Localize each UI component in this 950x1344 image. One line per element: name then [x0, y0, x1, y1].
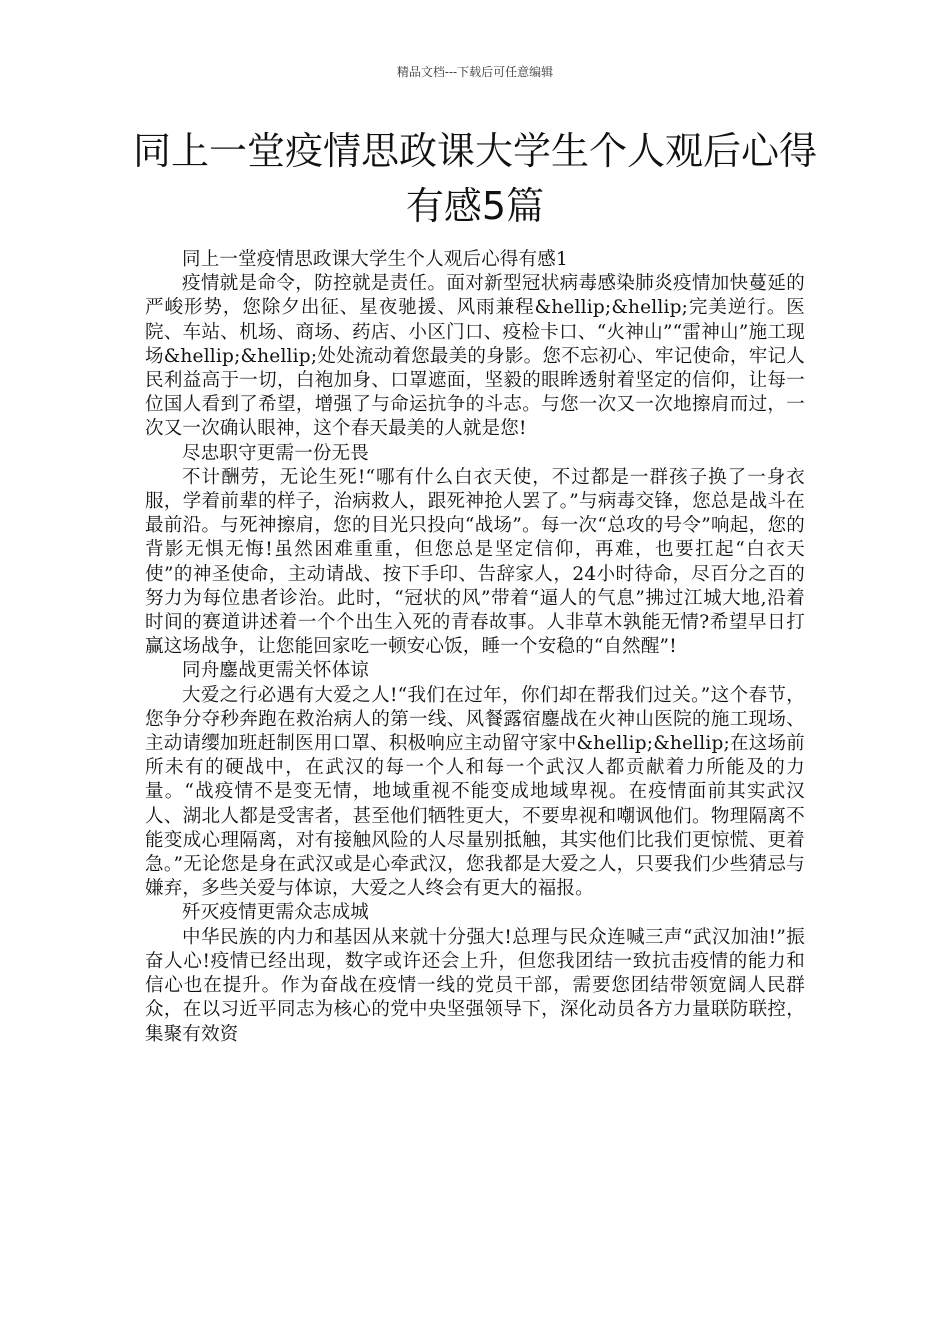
section-heading: 同上一堂疫情思政课大学生个人观后心得有感1	[182, 249, 568, 270]
document-title: 同上一堂疫情思政课大学生个人观后心得有感5篇	[132, 129, 817, 228]
body-paragraph: 疫情就是命令，防控就是责任。面对新型冠状病毒感染肺炎疫情加快蔓延的严峻形势，您除夕出征、星夜驰援、风雨兼程&hellip;&hellip;完美逆行。医院、车站、机场、商场、药店、小区门口、疫检卡口、“火神山”“雷神山”施工现场&hellip;&hellip;处处流动着您最美的身影。您不忘初心、牢记使命，牢记人民利益高于一切，白袍加身、口罩遮面，坚毅的眼眸透射着坚定的信仰，让每一位国人看到了希望，增强了与命运抗争的斗志。与您一次又一次地擦肩而过，一次又一次确认眼神，这个春天最美的人就是您!	[145, 273, 805, 440]
page-header-watermark: 精品文档---下载后可任意编辑	[396, 65, 554, 79]
section-heading: 同舟鏖战更需关怀体谅	[182, 660, 370, 682]
section-heading: 歼灭疫情更需众志成城	[182, 902, 370, 924]
section-heading: 尽忠职守更需一份无畏	[182, 442, 370, 464]
document-body	[145, 248, 805, 1047]
body-paragraph: 不计酬劳，无论生死!“哪有什么白衣天使，不过都是一群孩子换了一身衣服，学着前辈的样子，治病救人，跟死神抢人罢了。”与病毒交锋，您总是战斗在最前沿。与死神擦肩，您的目光只投向“战场”。每一次“总攻的号令”响起，您的背影无惧无悔!虽然困难重重，但您总是坚定信仰，再难，也要扛起“白衣天使”的神圣使命，主动请战、按下手印、告辞家人，24小时待命，尽百分之百的努力为每位患者诊治。此时，“冠状的风”带着“逼人的气息”拂过江城大地,沿着时间的赛道讲述着一个个出生入死的青春故事。人非草木孰能无情?希望早日打赢这场战争，让您能回家吃一顿安心饭，睡一个安稳的“自然醒”!	[145, 466, 805, 658]
body-paragraph: 中华民族的内力和基因从来就十分强大!总理与民众连喊三声“武汉加油!”振奋人心!疫情已经出现，数字或许还会上升，但您我团结一致抗击疫情的能力和信心也在提升。作为奋战在疫情一线的党员干部，需要您团结带领宽阔人民群众，在以习近平同志为核心的党中央坚强领导下，深化动员各方力量联防联控，集聚有效资	[145, 926, 805, 1045]
body-paragraph: 大爱之行必遇有大爱之人!“我们在过年，你们却在帮我们过关。”这个春节，您争分夺秒奔跑在救治病人的第一线、风餐露宿鏖战在火神山医院的施工现场、主动请缨加班赶制医用口罩、积极响应主动留守家中&hellip;&hellip;在这场前所未有的硬战中，在武汉的每一个人和每一个武汉人都贡献着力所能及的力量。“战疫情不是变无情，地域重视不能变成地域卑视。在疫情面前其实武汉人、湖北人都是受害者，甚至他们牺牲更大，不要卑视和嘲讽他们。物理隔离不能变成心理隔离，对有接触风险的人尽量别抵触，其实他们比我们更惊慌、更着急。”无论您是身在武汉或是心牵武汉，您我都是大爱之人，只要我们少些猜忌与嫌弃，多些关爱与体谅，大爱之人终会有更大的福报。	[145, 684, 805, 900]
